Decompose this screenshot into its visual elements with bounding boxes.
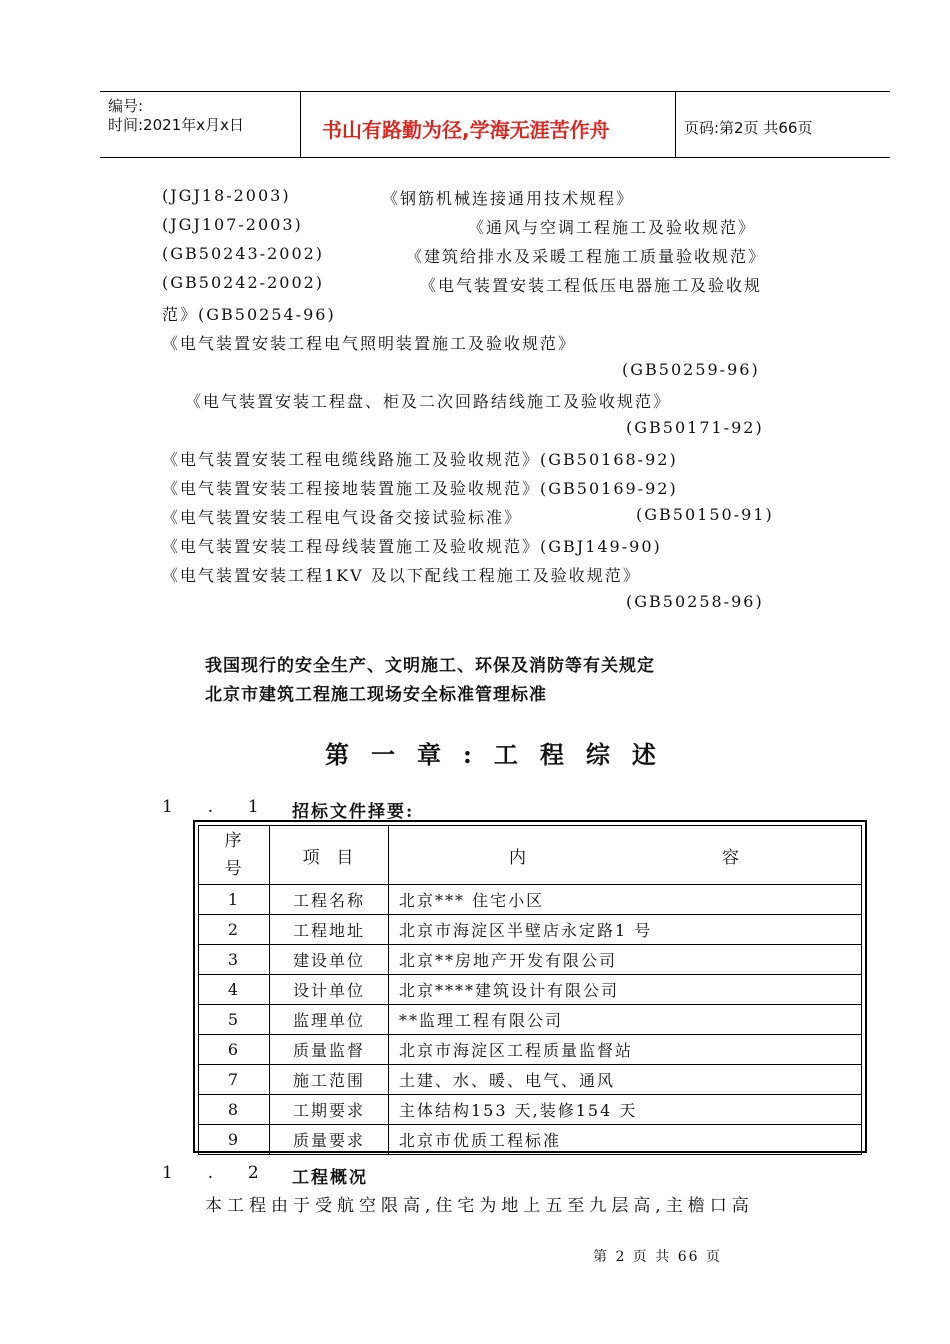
regulation-line: 我国现行的安全生产、文明施工、环保及消防等有关规定 — [205, 656, 655, 676]
header-cell-item: 项 目 — [270, 826, 389, 885]
standard-code-line: (GB50258-96) — [626, 592, 764, 611]
row-content: 北京**房地产开发有限公司 — [389, 945, 862, 975]
row-no: 1 — [199, 885, 270, 915]
table-row — [199, 1005, 862, 1035]
standard-code-line: (GB50171-92) — [626, 418, 764, 437]
header-motto: 书山有路勤为径,学海无涯苦作舟 — [322, 118, 610, 142]
table-row — [199, 885, 862, 915]
row-item: 建设单位 — [270, 945, 389, 975]
standard-title: 《钢筋机械连接通用技术规程》 — [382, 189, 635, 208]
row-content: 北京市海淀区工程质量监督站 — [389, 1035, 862, 1065]
row-content: 主体结构153 天,装修154 天 — [389, 1095, 862, 1125]
header-page-code: 页码:第2页 共66页 — [684, 119, 813, 137]
table-row — [199, 945, 862, 975]
row-no: 9 — [199, 1125, 270, 1155]
standard-line: 《电气装置安装工程盘、柜及二次回路结线施工及验收规范》 — [185, 392, 672, 411]
row-item: 质量监督 — [270, 1035, 389, 1065]
standard-code: (JGJ18-2003) — [162, 186, 291, 205]
standard-title: 《建筑给排水及采暖工程施工质量验收规范》 — [406, 247, 767, 266]
table-row — [199, 1035, 862, 1065]
row-no: 6 — [199, 1035, 270, 1065]
row-no: 2 — [199, 915, 270, 945]
chapter-title: 第一章:工程综述 — [325, 740, 678, 769]
table-row — [199, 975, 862, 1005]
row-item: 施工范围 — [270, 1065, 389, 1095]
row-content: 北京市海淀区半壁店永定路1 号 — [389, 915, 862, 945]
row-item: 工程名称 — [270, 885, 389, 915]
header-cell-no: 序号 — [199, 826, 270, 885]
table-row — [199, 1065, 862, 1095]
standard-line: 范》(GB50254-96) — [162, 305, 336, 324]
section-title: 工程概况 — [292, 1168, 368, 1188]
standard-code: (GB50243-2002) — [162, 244, 325, 263]
table-row — [199, 915, 862, 945]
row-no: 3 — [199, 945, 270, 975]
row-item: 工期要求 — [270, 1095, 389, 1125]
row-no: 8 — [199, 1095, 270, 1125]
standard-code: (GB50242-2002) — [162, 273, 325, 292]
tender-summary-table — [198, 825, 862, 1155]
header-divider-1 — [300, 91, 301, 158]
standard-line: 《电气装置安装工程电气照明装置施工及验收规范》 — [162, 334, 577, 353]
header-bottom-rule — [100, 157, 890, 158]
table-row — [199, 1125, 862, 1155]
table-header-row — [199, 826, 862, 885]
standard-line: 《电气装置安装工程1KV 及以下配线工程施工及验收规范》 — [162, 566, 641, 585]
row-content: **监理工程有限公司 — [389, 1005, 862, 1035]
row-content: 土建、水、暖、电气、通风 — [389, 1065, 862, 1095]
standard-title: 《通风与空调工程施工及验收规范》 — [468, 218, 757, 237]
standard-title: 《电气装置安装工程低压电器施工及验收规 — [420, 276, 763, 295]
row-no: 7 — [199, 1065, 270, 1095]
row-content: 北京市优质工程标准 — [389, 1125, 862, 1155]
header-time-label: 时间:2021年x月x日 — [108, 116, 244, 134]
standard-code: (GB50150-91) — [636, 505, 774, 524]
regulation-line: 北京市建筑工程施工现场安全标准管理标准 — [205, 685, 547, 705]
standard-line: 《电气装置安装工程接地装置施工及验收规范》(GB50169-92) — [162, 479, 678, 498]
row-item: 设计单位 — [270, 975, 389, 1005]
body-paragraph: 本工程由于受航空限高,住宅为地上五至九层高,主檐口高 — [205, 1196, 754, 1216]
standard-line: 《电气装置安装工程电缆线路施工及验收规范》(GB50168-92) — [162, 450, 678, 469]
row-content: 北京*** 住宅小区 — [389, 885, 862, 915]
standard-code: (JGJ107-2003) — [162, 215, 303, 234]
header-divider-2 — [675, 91, 676, 158]
standard-title: 《电气装置安装工程电气设备交接试验标准》 — [162, 508, 523, 527]
row-item: 工程地址 — [270, 915, 389, 945]
header-cell-content: 内 容 — [389, 826, 862, 885]
row-no: 4 — [199, 975, 270, 1005]
section-number: 1 . 1 — [162, 797, 267, 817]
section-number: 1 . 2 — [162, 1163, 267, 1183]
section-title: 招标文件择要: — [292, 802, 415, 822]
standard-line: 《电气装置安装工程母线装置施工及验收规范》(GBJ149-90) — [162, 537, 662, 556]
header-top-rule — [100, 91, 890, 92]
standard-code-line: (GB50259-96) — [622, 360, 760, 379]
row-content: 北京****建筑设计有限公司 — [389, 975, 862, 1005]
header-number-label: 编号: — [108, 97, 144, 115]
row-no: 5 — [199, 1005, 270, 1035]
row-item: 监理单位 — [270, 1005, 389, 1035]
row-item: 质量要求 — [270, 1125, 389, 1155]
page-footer: 第 2 页 共 66 页 — [593, 1249, 722, 1265]
table-row — [199, 1095, 862, 1125]
